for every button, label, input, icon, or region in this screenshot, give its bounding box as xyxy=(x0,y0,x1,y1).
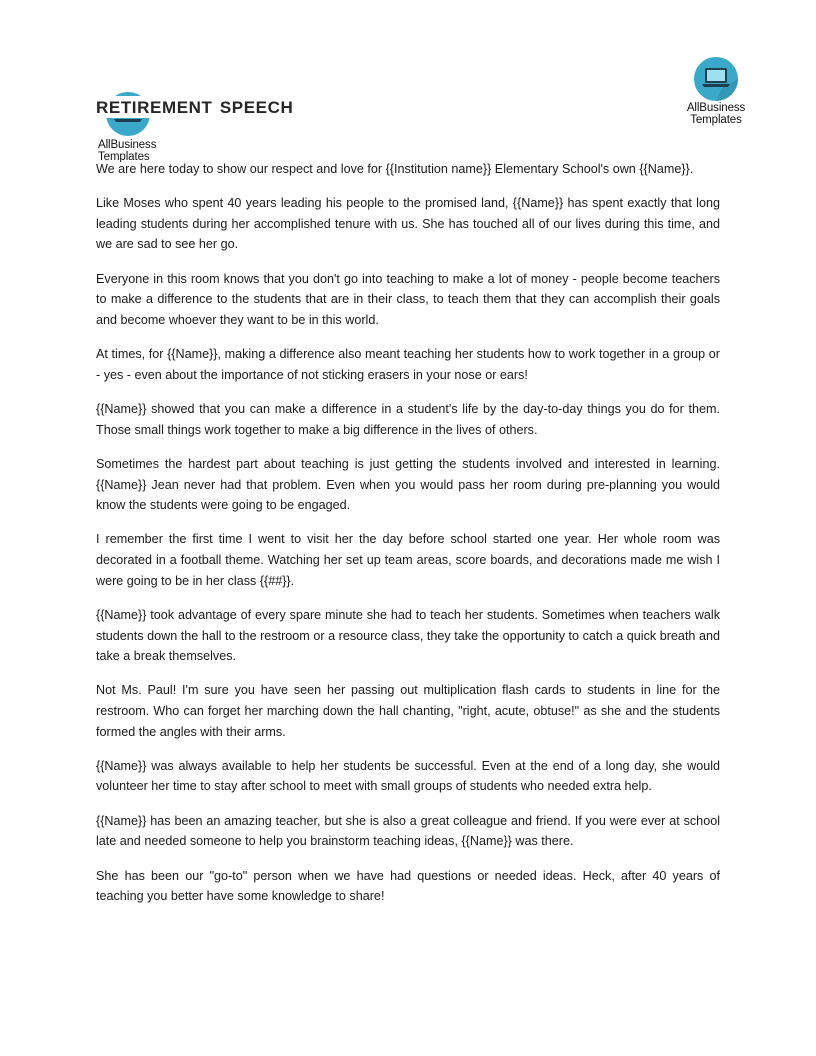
paragraph: {{Name}} showed that you can make a difference in a student's life by the day-to-day things you do for them. Those small things work together to make a big difference in the lives of others. xyxy=(96,402,720,437)
paragraph: I remember the first time I went to visit her the day before school started one year. Her whole room was decorated in a football theme. Watching her set up team areas, score boards, and decorations made me wish I were going to be in her class {{##}}. xyxy=(96,532,720,588)
logo-text-line2-secondary: Templates xyxy=(98,151,150,162)
paragraph: At times, for {{Name}}, making a difference also meant teaching her students how to work together in a group or - yes - even about the importance of not sticking erasers in your nose or ears! xyxy=(96,347,720,382)
page-title: RETIREMENT SPEECH xyxy=(96,98,294,117)
paragraph: {{Name}} took advantage of every spare minute she had to teach her students. Sometimes when teachers walk students down the hall to the restroom or a resource class, they take the opportunity to catch a quick breath and take a break themselves. xyxy=(96,607,720,664)
brand-logo xyxy=(676,56,756,126)
paragraph: She has been our "go-to" person when we have had questions or needed ideas. Heck, after 40 years of teaching you better have some knowledge to share! xyxy=(96,868,720,904)
paragraph: {{Name}} was always available to help her students be successful. Even at the end of a long day, she would volunteer her time to stay after school to meet with small groups of students who needed extra help. xyxy=(96,758,720,794)
logo-text-line1: AllBusiness xyxy=(686,102,746,114)
laptop-icon xyxy=(693,56,739,102)
paragraph: Sometimes the hardest part about teaching is just getting the students involved and interested in learning. {{Name}} Jean never had that problem. Even when you would pass her room during pre-planning you would know the students were going to be engaged. xyxy=(96,456,720,513)
paragraph: {{Name}} has been an amazing teacher, but she is also a great colleague and friend. If you were ever at school late and needed someone to help you brainstorm teaching ideas, {{Name}} was there. xyxy=(96,813,720,849)
paragraph: We are here today to show our respect and love for {{Institution name}} Elementary School's own {{Name}}. xyxy=(96,162,694,176)
speech-body xyxy=(96,159,720,920)
logo-text-line2: Templates xyxy=(690,114,742,126)
paragraph: Not Ms. Paul! I'm sure you have seen her passing out multiplication flash cards to students in line for the restroom. Who can forget her marching down the hall chanting, "right, acute, obtuse!" as she and the students formed the angles with their arms. xyxy=(96,683,720,739)
logo-text-line1-secondary: AllBusiness xyxy=(98,139,157,151)
paragraph: Like Moses who spent 40 years leading his people to the promised land, {{Name}} has spent exactly that long leading students during her accomplished tenure with us. She has touched all of our lives during this time, and we are sad to see her go. xyxy=(96,196,720,252)
paragraph: Everyone in this room knows that you don't go into teaching to make a lot of money - people become teachers to make a difference to the students that are in their class, to teach them that they can accomplish their goals and become whoever they want to be in this world. xyxy=(96,271,720,327)
